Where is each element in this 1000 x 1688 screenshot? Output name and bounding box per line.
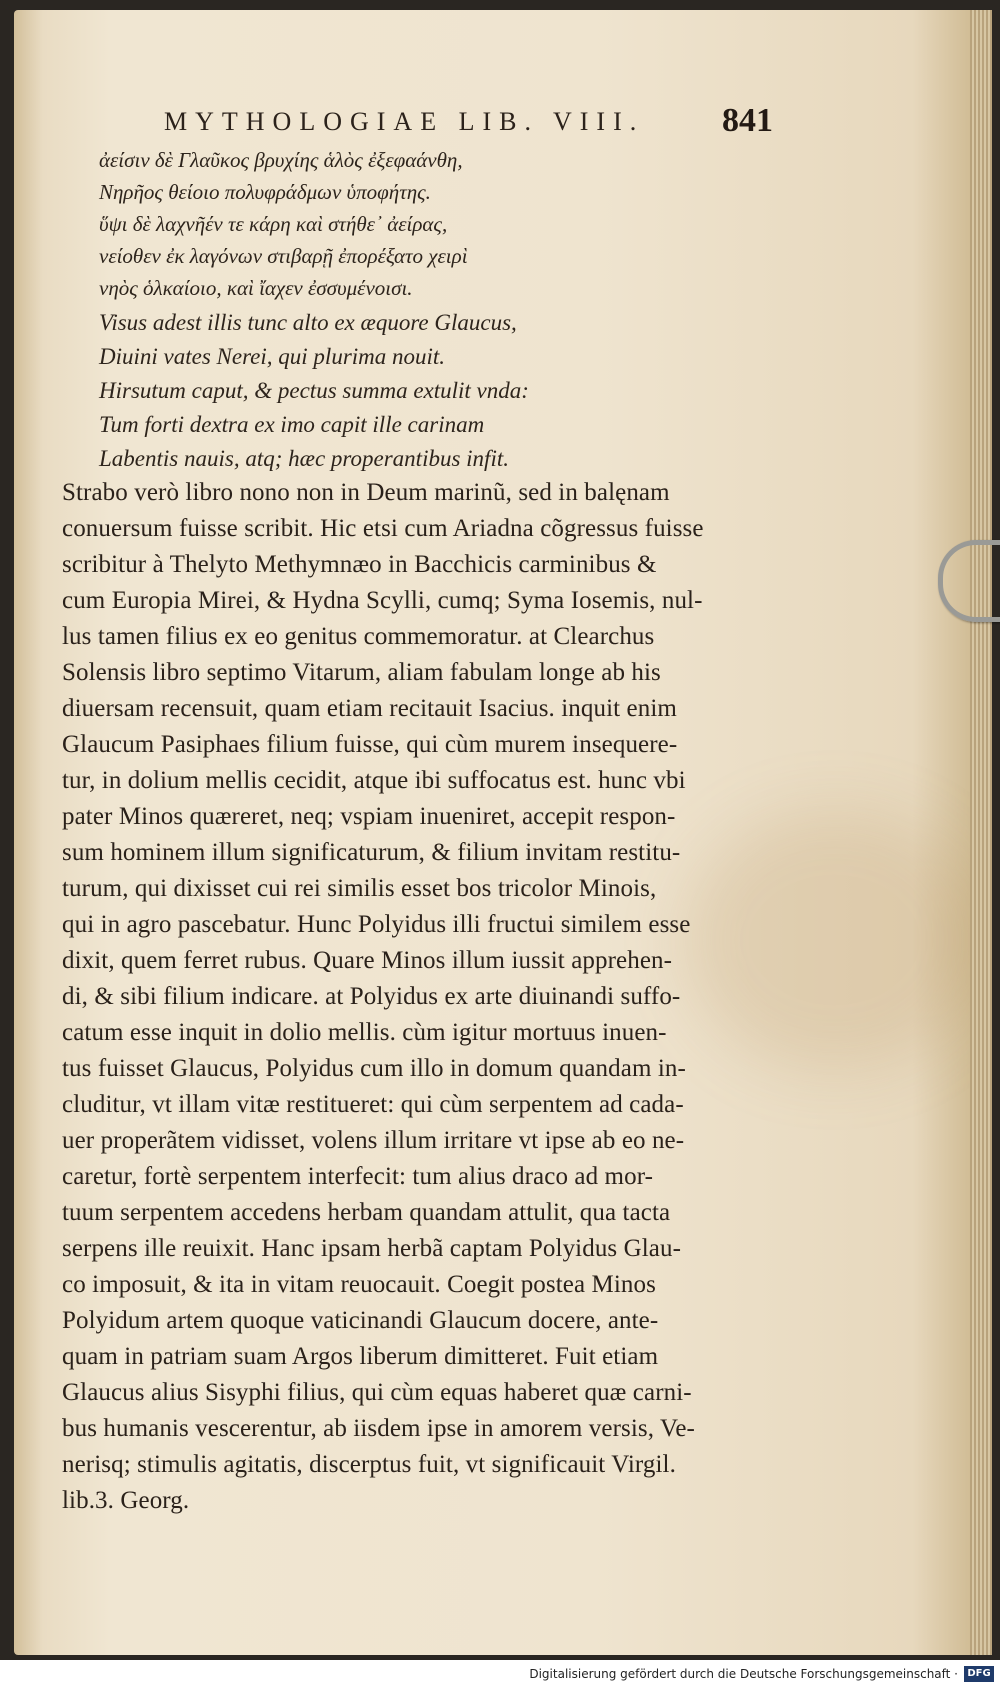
greek-verse-line: νηὸς ὁλκαίοιο, καὶ ἴαχεν ἐσσυμένοισι. (99, 276, 413, 300)
paper-clip-icon (938, 540, 1000, 622)
latin-verse-line: Diuini vates Nerei, qui plurima nouit. (99, 344, 446, 369)
running-head: MYTHOLOGIAE LIB. VIII. (164, 107, 645, 136)
prose-line: conuersum fuisse scribit. Hic etsi cum Ariadna cõgressus fuisse (62, 515, 704, 542)
prose-line: Strabo verò libro nono non in Deum marinũ, sed in balęnam (62, 479, 670, 506)
prose-line: qui in agro pascebatur. Hunc Polyidus illi fructui similem esse (62, 911, 691, 938)
prose-line: co imposuit, & ita in vitam reuocauit. Coegit postea Minos (62, 1271, 656, 1298)
latin-verse-line: Visus adest illis tunc alto ex æquore Glaucus, (99, 310, 517, 335)
prose-line: uer properãtem vidisset, volens illum irritare vt ipse ab eo ne- (62, 1127, 685, 1154)
prose-line: catum esse inquit in dolio mellis. cùm igitur mortuus inuen- (62, 1019, 667, 1046)
prose-line: scribitur à Thelyto Methymnæo in Bacchicis carminibus & (62, 551, 657, 578)
prose-line: pater Minos quæreret, neq; vspiam inueniret, accepit respon- (62, 803, 676, 830)
greek-verse-line: ἀείσιν δὲ Γλαῦκος βρυχίης ἁλὸς ἐξεφαάνθη, (99, 148, 463, 172)
prose-line: cum Europia Mirei, & Hydna Scylli, cumq; Syma Iosemis, nul- (62, 587, 703, 614)
prose-line: cluditur, vt illam vitæ restitueret: qui cùm serpentem ad cada- (62, 1091, 684, 1118)
prose-line: serpens ille reuixit. Hanc ipsam herbã captam Polyidus Glau- (62, 1235, 682, 1262)
dfg-logo-icon: DFG (964, 1666, 994, 1682)
prose-line: lus tamen filius ex eo genitus commemoratur. at Clearchus (62, 623, 655, 650)
digitization-footer (0, 1660, 1000, 1688)
prose-line: Glaucus alius Sisyphi filius, qui cùm equas haberet quæ carni- (62, 1379, 692, 1406)
prose-line: turum, qui dixisset cui rei similis esset bos tricolor Minois, (62, 875, 657, 902)
prose-line: lib.3. Georg. (62, 1487, 190, 1514)
prose-line: diuersam recensuit, quam etiam recitauit Isacius. inquit enim (62, 695, 677, 722)
latin-verse-line: Labentis nauis, atq; hæc properantibus infit. (99, 446, 509, 471)
prose-line: Polyidum artem quoque vaticinandi Glaucum docere, ante- (62, 1307, 659, 1334)
funding-credit: Digitalisierung gefördert durch die Deutsche Forschungsgemeinschaft · (529, 1667, 958, 1681)
greek-verse-line: νείοθεν ἐκ λαγόνων στιβαρῇ ἐπορέξατο χειρὶ (99, 244, 468, 268)
prose-line: tuum serpentem accedens herbam quandam attulit, qua tacta (62, 1199, 671, 1226)
prose-line: quam in patriam suam Argos liberum dimitteret. Fuit etiam (62, 1343, 659, 1370)
prose-line: caretur, fortè serpentem interfecit: tum alius draco ad mor- (62, 1163, 654, 1190)
page-number: 841 (722, 102, 773, 139)
greek-verse-line: ὕψι δὲ λαχνῆέν τε κάρη καὶ στήθε᾽ ἀείρας, (99, 212, 448, 236)
page-fore-edge (970, 10, 992, 1655)
prose-line: Solensis libro septimo Vitarum, aliam fabulam longe ab his (62, 659, 661, 686)
prose-line: tur, in dolium mellis cecidit, atque ibi suffocatus est. hunc vbi (62, 767, 686, 794)
prose-line: dixit, quem ferret rubus. Quare Minos illum iussit apprehen- (62, 947, 673, 974)
book-page (14, 10, 980, 1655)
latin-verse-line: Hirsutum caput, & pectus summa extulit vnda: (99, 378, 529, 403)
prose-line: sum hominem illum significaturum, & filium invitam restitu- (62, 839, 681, 866)
prose-line: nerisq; stimulis agitatis, discerptus fuit, vt significauit Virgil. (62, 1451, 676, 1478)
prose-line: tus fuisset Glaucus, Polyidus cum illo in domum quandam in- (62, 1055, 686, 1082)
greek-verse-line: Νηρῆος θείοιο πολυφράδμων ὑποφήτης. (99, 180, 431, 204)
prose-line: Glaucum Pasiphaes filium fuisse, qui cùm murem insequere- (62, 731, 678, 758)
prose-line: di, & sibi filium indicare. at Polyidus ex arte diuinandi suffo- (62, 983, 681, 1010)
prose-line: bus humanis vescerentur, ab iisdem ipse in amorem versis, Ve- (62, 1415, 695, 1442)
latin-verse-line: Tum forti dextra ex imo capit ille carinam (99, 412, 485, 437)
